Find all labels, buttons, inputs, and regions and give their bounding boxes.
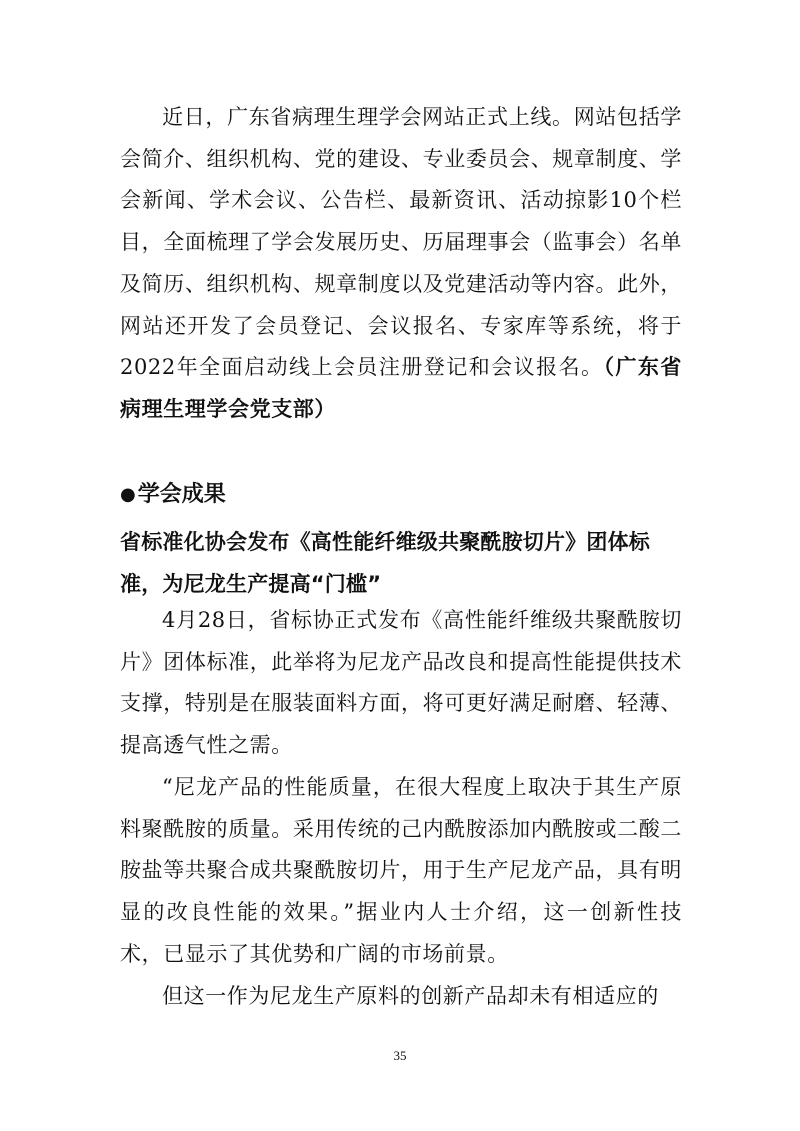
article-paragraph-1 (120, 600, 682, 767)
bullet-icon: ● (120, 484, 136, 505)
article-title: 省标准化协会发布《高性能纤维级共聚酰胺切片》团体标准，为尼龙生产提高“门槛” (120, 530, 650, 596)
page-number: 35 (393, 1048, 407, 1063)
article-paragraph-2-text: “尼龙产品的性能质量，在很大程度上取决于其生产原料聚酰胺的质量。采用传统的己内酰胺添加内酰胺或二酸二胺盐等共聚合成共聚酰胺切片，用于生产尼龙产品，具有明显的改良性能的效果。”据业内人士介绍，这一创新性技术，已显示了其优势和广阔的市场前景。 (120, 775, 682, 966)
section-heading (120, 475, 226, 515)
news-paragraph-text: 近日，广东省病理生理学会网站正式上线。网站包括学会简介、组织机构、党的建设、专业委员会、规章制度、学会新闻、学术会议、公告栏、最新资讯、活动掠影10个栏目，全面梳理了学会发展历史、历届理事会（监事会）名单及简历、组织机构、规章制度以及党建活动等内容。此外，网站还开发了会员登记、会议报名、专家库等系统，将于2022年全面启动线上会员注册登记和会议报名。 (120, 105, 682, 380)
section-heading-text: 学会成果 (137, 482, 226, 507)
article-paragraph-3-text: 但这一作为尼龙生产原料的创新产品却未有相适应的 (162, 984, 659, 1008)
news-source: （广东省病理生理学会党支部） (120, 355, 682, 421)
article-paragraph-2 (120, 767, 682, 976)
news-paragraph (120, 97, 682, 431)
article-paragraph-1-text: 4月28日，省标协正式发布《高性能纤维级共聚酰胺切片》团体标准，此举将为尼龙产品改良和提高性能提供技术支撑，特别是在服装面料方面，将可更好满足耐磨、轻薄、提高透气性之需。 (120, 608, 682, 758)
article-paragraph-3 (120, 976, 682, 1018)
